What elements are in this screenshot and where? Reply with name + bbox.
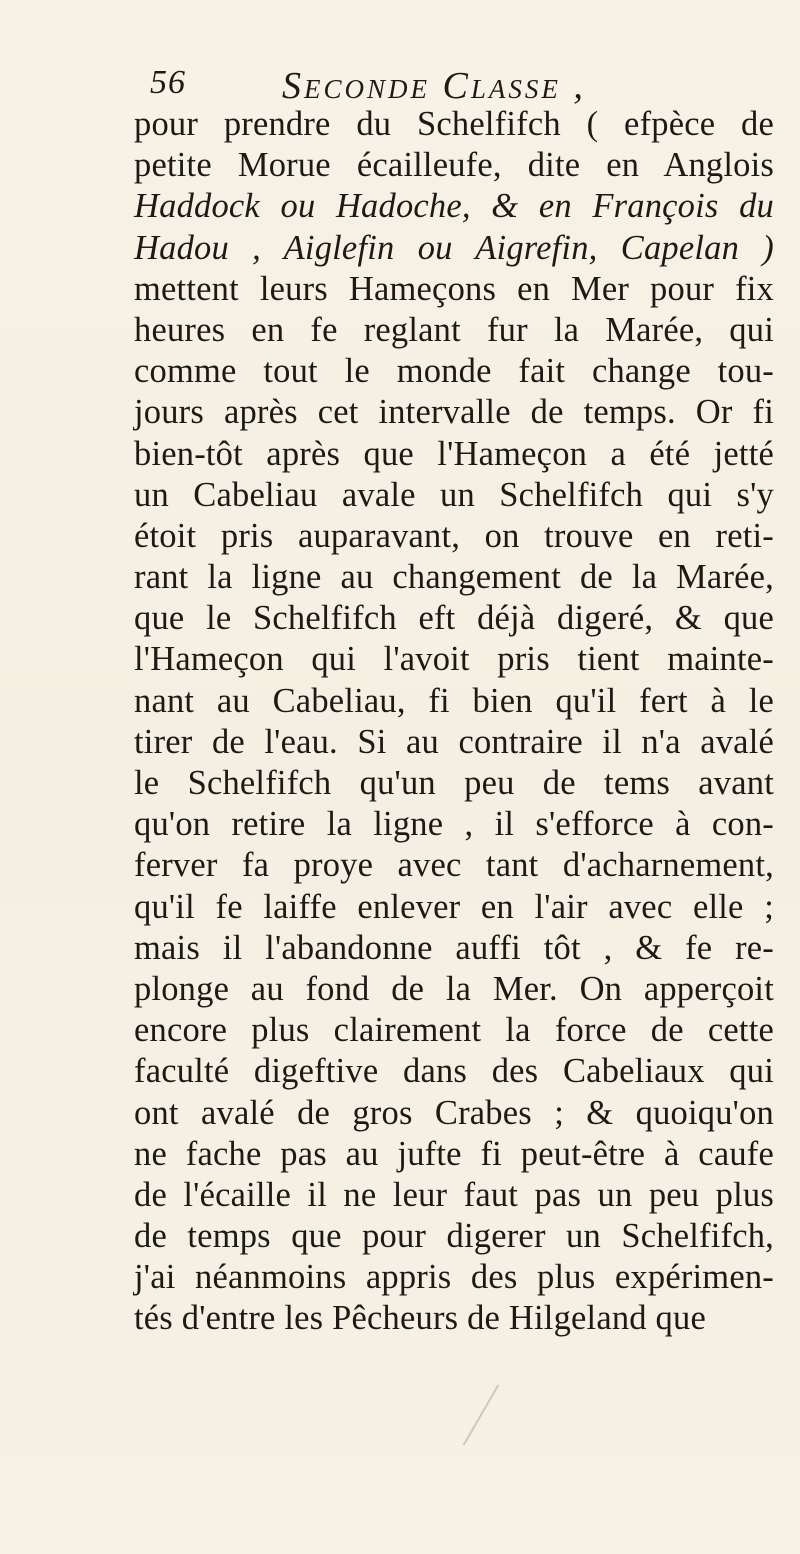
text-line: jours après cet intervalle de temps. Or fi: [134, 393, 774, 432]
text-line: ne fache pas au jufte fi peut-être à caufe: [134, 1134, 774, 1173]
text-line: mettent leurs Hameçons en Mer pour fix: [134, 269, 774, 308]
text-line: un Cabeliau avale un Schelfifch qui s'y: [134, 475, 774, 514]
page-number: 56: [150, 64, 186, 101]
text-line: petite Morue écailleufe, dite en Anglois: [134, 146, 774, 185]
text-line: de l'écaille il ne leur faut pas un peu plus: [134, 1175, 774, 1214]
text-line: ont avalé de gros Crabes ; & quoiqu'on: [134, 1093, 774, 1132]
text-line: étoit pris auparavant, on trouve en reti-: [134, 516, 774, 555]
text-line: plonge au fond de la Mer. On apperçoit: [134, 969, 774, 1008]
text-line: [134, 186, 774, 227]
running-head: Seconde Classe ,: [282, 65, 586, 107]
text-line: pour prendre du Schelfifch ( efpèce de: [134, 105, 774, 143]
text-line: que le Schelfifch eft déjà digeré, & que: [134, 599, 774, 638]
text-line: tirer de l'eau. Si au contraire il n'a avalé: [134, 722, 774, 761]
italic-term: Haddock ou Hadoche, & en François du: [134, 187, 774, 226]
text-line: j'ai néanmoins appris des plus expérimen-: [134, 1258, 774, 1297]
text-line: [134, 228, 774, 269]
text-line: comme tout le monde fait change tou-: [134, 352, 774, 391]
body-text: [134, 104, 774, 1340]
text-line: bien-tôt après que l'Hameçon a été jetté: [134, 434, 774, 473]
italic-term: Hadou , Aiglefin ou Aigrefin, Capelan ): [134, 228, 774, 267]
text-line: rant la ligne au changement de la Marée,: [134, 558, 774, 597]
paper-mark: [463, 1384, 500, 1446]
text-line: qu'il fe laiffe enlever en l'air avec elle ;: [134, 887, 774, 926]
text-line: encore plus clairement la force de cette: [134, 1011, 774, 1050]
text-line: mais il l'abandonne auffi tôt , & fe re-: [134, 928, 774, 967]
text-line: faculté digeftive dans des Cabeliaux qui: [134, 1052, 774, 1091]
text-line: ferver fa proye avec tant d'acharnement,: [134, 846, 774, 885]
text-line: heures en fe reglant fur la Marée, qui: [134, 310, 774, 349]
text-line: le Schelfifch qu'un peu de tems avant: [134, 764, 774, 802]
text-line: qu'on retire la ligne , il s'efforce à con-: [134, 805, 774, 844]
text-line: nant au Cabeliau, fi bien qu'il fert à le: [134, 681, 774, 720]
text-line: de temps que pour digerer un Schelfifch,: [134, 1217, 774, 1256]
text-line: l'Hameçon qui l'avoit pris tient mainte-: [134, 640, 774, 679]
text-line: tés d'entre les Pêcheurs de Hilgeland que: [134, 1299, 706, 1338]
